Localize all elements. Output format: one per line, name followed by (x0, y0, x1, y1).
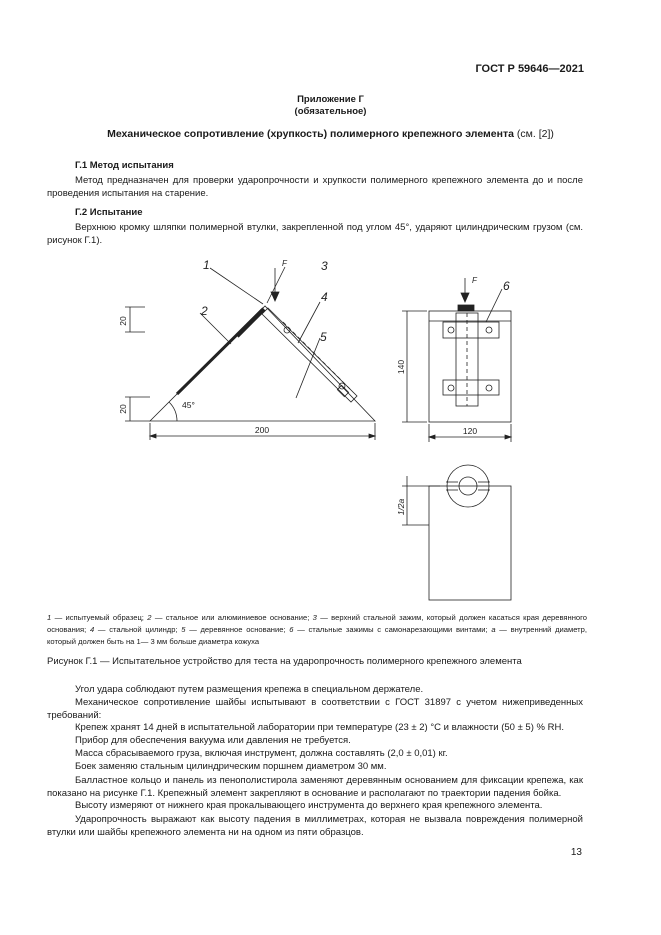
dim-200: 200 (254, 425, 270, 435)
angle-arc (169, 402, 177, 421)
clamp-bottom (443, 380, 499, 395)
screw (486, 327, 492, 333)
legend-key-5: 5 (181, 625, 186, 634)
legend-key-a: а (491, 625, 496, 634)
label-3: 3 (321, 259, 328, 273)
section-text-2 (47, 221, 583, 247)
label-6: 6 (503, 279, 510, 293)
appendix-title: Приложение Г (297, 94, 364, 105)
section-text-1 (47, 174, 583, 200)
leader-1 (210, 268, 263, 304)
figure-caption: Рисунок Г.1 — Испытательное устройство для теста на ударопрочность полимерного крепежного элемента (47, 656, 522, 667)
section-heading-1: Г.1 Метод испытания (75, 160, 174, 171)
dim-120: 120 (462, 426, 478, 436)
paragraph-5: Масса сбрасываемого груза, включая инструмент, должна составлять (2,0 ± 0,01) кг. (75, 748, 448, 759)
document-header: ГОСТ Р 59646—2021 (475, 63, 584, 75)
dim-140: 140 (396, 359, 406, 375)
legend-key-4: 4 (89, 625, 95, 634)
paragraph-2 (47, 696, 583, 722)
paragraph-4: Прибор для обеспечения вакуума или давления не требуется. (75, 735, 351, 746)
paragraph-9 (47, 813, 583, 839)
screw (486, 385, 492, 391)
label-force: F (282, 259, 287, 268)
impact-head (458, 305, 474, 311)
legend-text-3: — верхний стальной зажим, который должен касаться края деревянного основания; (47, 613, 587, 634)
section-text-1-body: Метод предназначен для проверки ударопрочности и хрупкости полимерного крепежного элемента до и после проведения испытания на старение. (47, 175, 583, 199)
main-title-bold: Механическое сопротивление (хрупкость) полимерного крепежного элемента (107, 128, 514, 140)
legend-text-5: — деревянное основание; (185, 625, 290, 634)
label-2: 2 (201, 304, 208, 318)
section-heading-2: Г.2 Испытание (75, 207, 143, 218)
legend-key-6: 6 (289, 625, 294, 634)
dim-20-bottom: 20 (118, 404, 128, 414)
paragraph-6: Боек заменяю стальным цилиндрическим поршнем диаметром 30 мм. (75, 761, 387, 772)
dim-half-a: 1/2a (396, 498, 406, 516)
legend-text-6: — стальные зажимы с самонарезающими винтами; (293, 625, 492, 634)
specimen (237, 309, 264, 336)
label-5: 5 (320, 330, 327, 344)
figure-legend (47, 612, 587, 648)
legend-key-2: 2 (147, 613, 152, 622)
clamp-top (443, 322, 499, 338)
label-1: 1 (203, 258, 210, 272)
legend-key-1: 1 (47, 613, 52, 622)
paragraph-2-body: Механическое сопротивление шайбы испытывают в соответствии с ГОСТ 31897 с учетом нижеприведенных требований: (47, 697, 583, 721)
main-title-ref: (см. [2]) (513, 128, 554, 140)
paragraph-7-body: Балластное кольцо и панель из пенополистирола заменяют деревянным основанием для фиксации крепежа, как показано на рисунке Г.1. Крепежный элемент закрепляют в основание и располагают по траектории падения бойка. (47, 775, 583, 799)
legend-text-1: — испытуемый образец; (51, 613, 148, 622)
paragraph-7 (47, 774, 583, 800)
legend-text-4: — стальной цилиндр; (94, 625, 182, 634)
dim-20-top: 20 (118, 316, 128, 326)
appendix-status: (обязательное) (294, 106, 367, 117)
legend-text-2: — стальное или алюминиевое основание; (151, 613, 313, 622)
main-title (0, 128, 661, 140)
paragraph-9-body: Ударопрочность выражают как высоту падения в миллиметрах, которая не вызвала повреждения полимерной втулки или шайбы крепежного элемента ни на одном из пяти образцов. (47, 814, 583, 838)
top-view-block (429, 486, 511, 600)
paragraph-1: Угол удара соблюдают путем размещения крепежа в специальном держателе. (75, 684, 424, 695)
paragraph-3: Крепеж хранят 14 дней в испытательной лаборатории при температуре (23 ± 2) °С и влажности (50 ± 5) % RH. (75, 722, 564, 733)
test-device-figure (0, 250, 661, 605)
legend-text-a: — внутренний диаметр, который должен быть на 1— 3 мм больше диаметра кожуха (47, 625, 587, 646)
paragraph-8: Высоту измеряют от нижнего края прокалывающего инструмента до верхнего края крепежного элемента. (75, 800, 543, 811)
legend-key-3: 3 (312, 613, 317, 622)
screw-hole (284, 327, 290, 333)
dim-angle: 45° (182, 400, 195, 410)
section-text-2-body: Верхнюю кромку шляпки полимерной втулки, закрепленной под углом 45°, ударяют цилиндрическим грузом (см. рисунок Г.1). (47, 222, 583, 246)
leader-6 (486, 289, 502, 322)
screw (448, 327, 454, 333)
label-force-2: F (472, 276, 477, 285)
page-number: 13 (570, 847, 582, 858)
screw (448, 385, 454, 391)
label-4: 4 (321, 290, 328, 304)
leader-4 (298, 302, 320, 343)
